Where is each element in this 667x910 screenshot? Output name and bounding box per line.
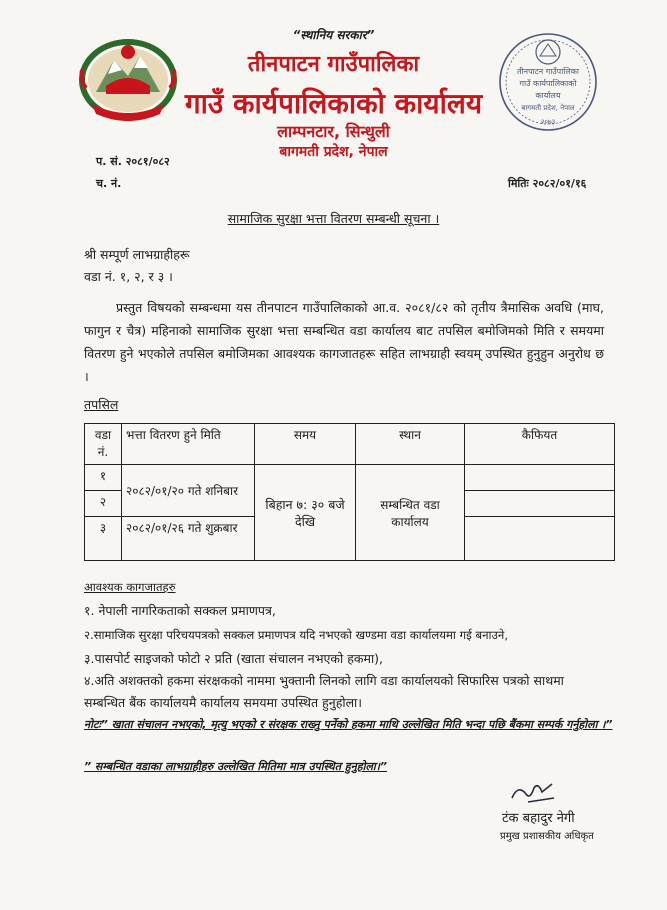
place-cell: सम्बन्धित वडा कार्यालय <box>356 465 465 561</box>
documents-heading: आवश्यक कागजातहरु <box>84 580 176 594</box>
date-cell-1: २०८२/०१/२० गते शनिबार <box>122 465 255 517</box>
letter-date: मितिः २०८२/०१/१६ <box>508 177 587 190</box>
document-item-2: २.सामाजिक सुरक्षा परिचयपत्रको सक्कल प्रमाणपत्र यदि नभएको खण्डमा वडा कार्यालयमा गई बनाउने, <box>84 628 509 642</box>
address-line-2: बागमती प्रदेश, नेपाल <box>279 144 388 160</box>
document-item-3: ३.पासपोर्ट साइजको फोटो २ प्रति (खाता संचालन नभएको हकमा), <box>84 651 384 666</box>
reference-number: प. सं. २०८१/०८२ <box>96 155 170 168</box>
col-ward: वडा नं. <box>85 424 122 465</box>
note-1: नोटः” खाता संचालन नभएको, मृत्यु भएको र संरक्षक राख्नु पर्नेको हकमा माथि उल्लेखित मिति भन्दा पछि बैंकमा सम्पर्क गर्नुहोला ।” <box>84 718 613 731</box>
dispatch-number: च. नं. <box>96 177 122 190</box>
municipality-name: तीनपाटन गाउँपालिका <box>247 52 420 77</box>
signatory-name: टंक बहादुर नेगी <box>502 811 575 826</box>
note-2: ” सम्बन्धित वडाका लाभग्राहीहरु उल्लेखित मितिमा मात्र उपस्थित हुनुहोला।” <box>84 760 388 773</box>
document-item-4: ४.अति अशक्तको हकमा संरक्षकको नाममा भुक्तानी लिनको लागि वडा कार्यालयको सिफारिस पत्रको साथमा सम्बन्धित बैंक कार्यालयमै कार्यालय समयमा उपस्थित हुनुहोला। <box>84 673 564 710</box>
header-motto: “स्थानिय सरकार” <box>292 28 375 42</box>
document-item-1: १. नेपाली नागरिकताको सक्कल प्रमाणपत्र, <box>84 603 276 618</box>
recipient-line-1: श्री सम्पूर्ण लाभग्राहीहरू <box>84 247 190 262</box>
stamp-line-2: गाउँ कार्यपालिकाको <box>519 79 577 88</box>
remarks-cell <box>465 491 615 517</box>
col-place: स्थान <box>356 424 465 465</box>
distribution-schedule-table <box>84 423 615 561</box>
notice-subject: सामाजिक सुरक्षा भत्ता वितरण सम्बन्धी सूचना । <box>227 211 440 226</box>
table-row <box>85 465 615 491</box>
signatory-title: प्रमुख प्रशासकीय अधिकृत <box>500 831 594 842</box>
stamp-line-3: कार्यालय <box>535 91 561 100</box>
stamp-year: २०७३ <box>540 118 556 126</box>
ward-cell: ३ <box>85 517 122 561</box>
remarks-cell <box>465 465 615 491</box>
notice-body: प्रस्तुत विषयको सम्बन्धमा यस तीनपाटन गाउँपालिकाको आ.व. २०८१/८२ को तृतीय त्रैमासिक अवधि (माघ, फागुन र चैत्र) महिनाको सामाजिक सुरक्षा भत्ता सम्बन्धित वडा कार्यालय बाट तपसिल बमोजिमको मिति र समयमा वितरण हुने भएकोले तपसिल बमोजिमका आवश्यक कागजातहरू सहित लाभग्राही स्वयम् उपस्थित हुनुहुन अनुरोध छ । <box>84 300 604 384</box>
ward-cell: १ <box>85 465 122 491</box>
col-date: भत्ता वितरण हुने मिति <box>122 424 255 465</box>
schedule-heading: तपसिल <box>84 397 119 412</box>
stamp-line-1: तीनपाटन गाउँपालिका <box>517 67 579 76</box>
time-cell: बिहान ७: ३० बजे देखि <box>255 465 356 561</box>
table-header-row <box>85 424 615 465</box>
recipient-line-2: वडा नं. १, २, र ३ । <box>84 269 173 284</box>
address-line-1: लाम्पनटार, सिन्धुली <box>277 122 390 141</box>
date-cell-2: २०८२/०१/२६ गते शुक्रबार <box>122 517 255 561</box>
office-name: गाउँ कार्यपालिकाको कार्यालय <box>184 87 483 120</box>
col-remarks: कैफियत <box>465 424 615 465</box>
stamp-line-4: बागमती प्रदेश, नेपाल <box>521 104 575 112</box>
handwritten-signature <box>508 778 558 806</box>
ward-cell: २ <box>85 491 122 517</box>
remarks-cell <box>465 517 615 561</box>
col-time: समय <box>255 424 356 465</box>
